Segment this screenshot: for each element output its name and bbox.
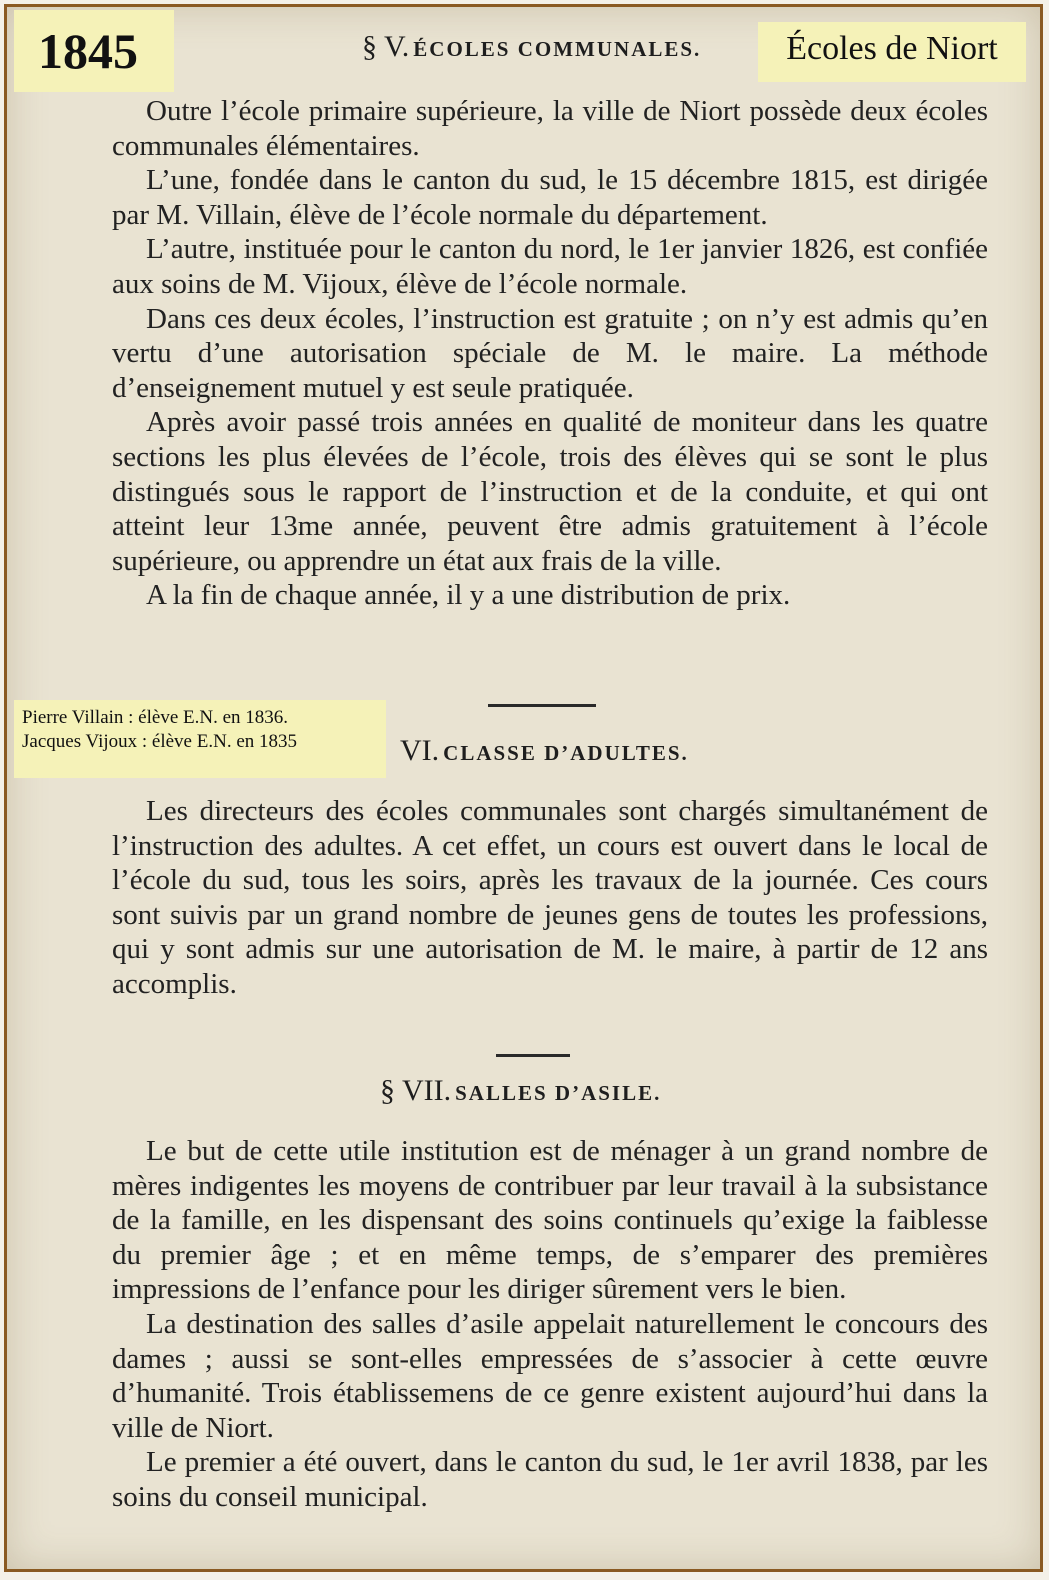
annotation-line-villain: Pierre Villain : élève E.N. en 1836. bbox=[22, 707, 289, 728]
paragraph-5-5: Après avoir passé trois années en qualité de moniteur dans les quatre sections les plus élevées de l’école, trois des élèves qui se sont le plus distingués sous le rapport de l’instruction et de la conduite, et qui ont atteint leur 13me année, peuvent être admis gratuitement à l’école supérieure, ou apprendre un état aux frais de la ville. bbox=[112, 406, 988, 577]
section-6-number: VI. bbox=[400, 734, 440, 767]
section-7-title: SALLES D’ASILE. bbox=[455, 1081, 662, 1105]
paragraph-5-3: L’autre, instituée pour le canton du nord, le 1er janvier 1826, est confiée aux soins de M. Vijoux, élève de l’école normale. bbox=[112, 233, 988, 300]
section-6-title: CLASSE D’ADULTES. bbox=[443, 741, 689, 765]
paragraph-5-4: Dans ces deux écoles, l’instruction est gratuite ; on n’y est admis qu’en vertu d’une autorisation spéciale de M. le maire. La méthode d’enseignement mutuel y est seule pratiquée. bbox=[112, 302, 988, 404]
section-7-number: § VII. bbox=[380, 1074, 452, 1107]
section-7-heading bbox=[380, 1074, 661, 1108]
year-label: 1845 bbox=[14, 10, 174, 92]
paragraph-5-2: L’une, fondée dans le canton du sud, le 15 décembre 1815, est dirigée par M. Villain, élève de l’école normale du département. bbox=[112, 164, 988, 231]
section-divider bbox=[488, 704, 596, 707]
paragraph-7-2: La destination des salles d’asile appelait naturellement le concours des dames ; aussi se sont-elles empressées de s’associer à cette œuvre d’humanité. Trois établissemens de ce genre existent aujourd’hui dans la ville de Niort. bbox=[112, 1307, 988, 1444]
section-5-heading bbox=[362, 30, 701, 64]
paragraph-5-6: A la fin de chaque année, il y a une distribution de prix. bbox=[146, 579, 791, 612]
paragraph-6-1: Les directeurs des écoles communales sont chargés simultanément de l’instruction des adultes. A cet effet, un cours est ouvert dans le local de l’école du sud, tous les soirs, après les travaux de la journée. Ces cours sont suivis par un grand nombre de jeunes gens de toutes les professions, qui y sont admis sur une autorisation de M. le maire, à partir de 12 ans accomplis. bbox=[112, 795, 988, 1000]
annotation-note bbox=[14, 700, 386, 778]
paragraph-5-1: Outre l’école primaire supérieure, la ville de Niort possède deux écoles communales élémentaires. bbox=[112, 95, 988, 162]
paragraph-7-1: Le but de cette utile institution est de ménager à un grand nombre de mères indigentes les moyens de contribuer par leur travail à la subsistance de la famille, en les dispensant des soins continuels qu’exige la faiblesse du premier âge ; et en même temps, de s’emparer des premières impressions de l’enfance pour les diriger sûrement vers le bien. bbox=[112, 1135, 988, 1306]
school-title-label: Écoles de Niort bbox=[758, 22, 1026, 82]
annotation-line-vijoux: Jacques Vijoux : élève E.N. en 1835 bbox=[22, 731, 297, 752]
section-5-body bbox=[112, 94, 988, 613]
section-7-body bbox=[112, 1134, 988, 1515]
section-divider bbox=[496, 1054, 570, 1057]
section-5-title: ÉCOLES COMMUNALES. bbox=[413, 37, 702, 61]
section-6-heading bbox=[400, 734, 689, 768]
paragraph-7-3: Le premier a été ouvert, dans le canton du sud, le 1er avril 1838, par les soins du conseil municipal. bbox=[112, 1446, 988, 1513]
section-5-number: § V. bbox=[362, 30, 410, 63]
section-6-body bbox=[112, 794, 988, 1002]
